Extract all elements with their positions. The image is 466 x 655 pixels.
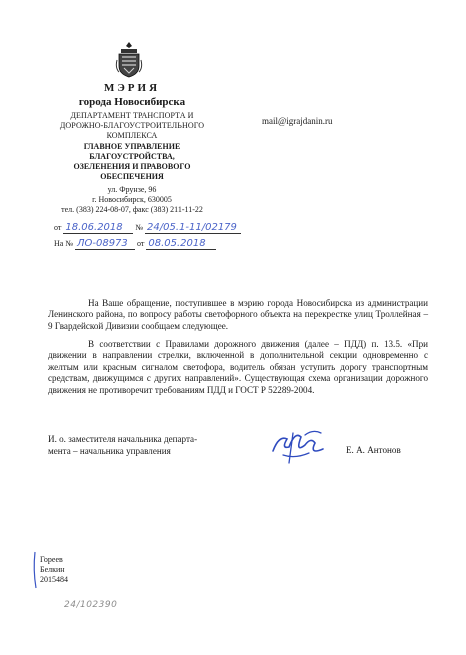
number-label: №: [135, 223, 144, 232]
executor-line: 2015484: [40, 575, 68, 584]
body-paragraph: В соответствии с Правилами дорожного движения (далее – ПДД) п. 13.5. «При движении в направлении стрелки, включенной в дополнительной секции одновременно с желтым или красным сигналом светофора, водитель обязан уступить дорогу транспортным средствам, движущимся с других направлений». Существующая схема организации дорожного движения не противоречит требованиям ПДД и ГОСТ Р 52289-2004.: [48, 339, 428, 395]
directorate-name: [52, 142, 212, 182]
address-line: г. Новосибирск, 630005: [92, 195, 172, 204]
address-line: тел. (383) 224-08-07, факс (383) 211-11-22: [61, 205, 203, 214]
executor-info: [40, 555, 68, 585]
reply-number-label: На №: [54, 239, 73, 248]
directorate-line: ОЗЕЛЕНЕНИЯ И ПРАВОВОГО: [73, 162, 191, 171]
address-line: ул. Фрунзе, 96: [107, 185, 157, 194]
directorate-line: БЛАГОУСТРОЙСТВА,: [89, 152, 175, 161]
registration-row: [54, 222, 241, 234]
reply-row: [54, 238, 216, 250]
department-line: ДОРОЖНО-БЛАГОУСТРОИТЕЛЬНОГО: [59, 121, 205, 130]
position-line: мента – начальника управления: [48, 446, 171, 456]
department-line: КОМПЛЕКСА: [106, 131, 158, 140]
handwritten-signature-icon: [265, 425, 335, 467]
directorate-line: ГЛАВНОЕ УПРАВЛЕНИЕ: [83, 142, 181, 151]
position-line: И. о. заместителя начальника департа-: [48, 434, 198, 444]
city-coat-of-arms-icon: [115, 40, 143, 78]
signatory-position: [48, 433, 197, 457]
directorate-line: ОБЕСПЕЧЕНИЯ: [100, 172, 164, 181]
department-name: [52, 111, 212, 141]
executor-line: Белкин: [40, 565, 65, 574]
executor-line: Гореев: [40, 555, 63, 564]
body-paragraph: На Ваше обращение, поступившее в мэрию города Новосибирска из администрации Ленинского района, по вопросу работы светофорного объекта на перекрестке улиц Троллейная – 9 Гвардейской Дивизии сообщаем следующее.: [48, 298, 428, 331]
incoming-registration-mark: 24/102390: [64, 600, 118, 610]
org-city: города Новосибирска: [78, 96, 186, 108]
department-line: ДЕПАРТАМЕНТ ТРАНСПОРТА И: [70, 111, 194, 120]
registration-number: 24/05.1-11/02179: [145, 222, 241, 234]
date-label: от: [54, 223, 62, 232]
sender-address: [52, 185, 212, 215]
handwritten-mark-icon: [31, 550, 39, 590]
reply-number: ЛО-08973: [75, 238, 135, 250]
registration-date: 18.06.2018: [63, 222, 133, 234]
reply-date-label: от: [136, 239, 145, 248]
org-title: МЭРИЯ: [103, 82, 161, 94]
recipient-email: mail@igrajdanin.ru: [262, 116, 333, 126]
reply-date: 08.05.2018: [146, 238, 216, 250]
signatory-name: Е. А. Антонов: [346, 445, 401, 455]
